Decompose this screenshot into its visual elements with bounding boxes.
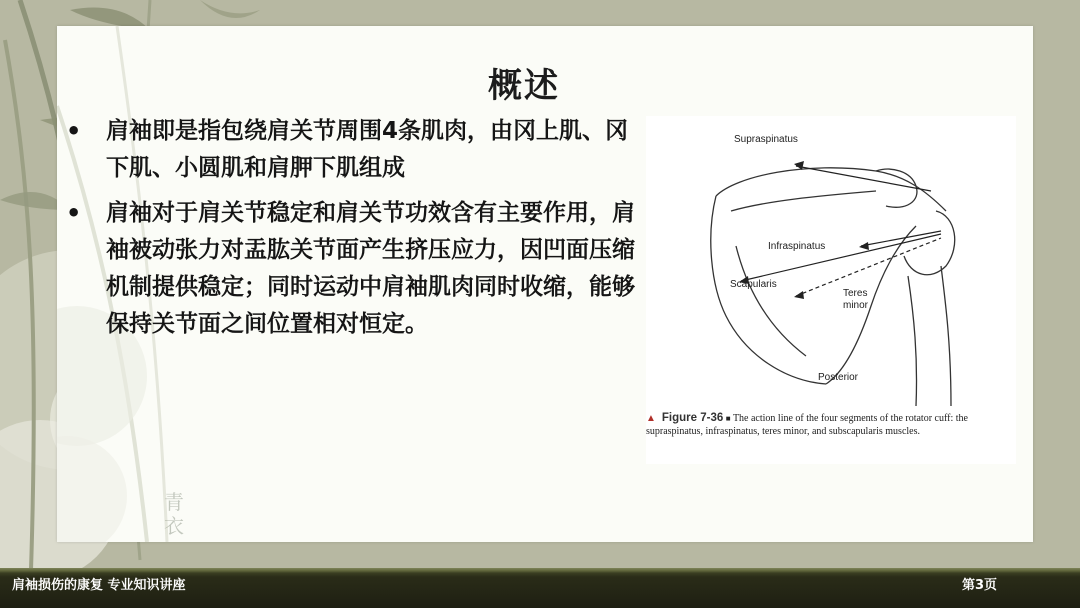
slide-title: 概述	[488, 66, 560, 106]
figure-caption	[646, 412, 1014, 438]
square-marker-icon: ■	[725, 414, 731, 423]
bullet-text: 肩袖对于肩关节稳定和肩关节功效含有主要作用，肩袖被动张力对盂肱关节面产生挤压应力，因凹面压缩机制提供稳定；同时运动中肩袖肌肉同时收缩，能够保持关节面之间位置相对恒定。	[106, 200, 635, 337]
page-number: 第3页	[962, 578, 998, 593]
label-scapularis: Scapularis	[730, 279, 777, 290]
caption-text: The action line of the four segments of the rotator cuff: the supraspinatus, infraspinatus, teres minor, and subscapularis muscles.	[646, 413, 968, 437]
bullet-dot-icon: •	[66, 199, 82, 227]
triangle-marker-icon: ▲	[646, 413, 656, 424]
bullet-text: 肩袖即是指包绕肩关节周围4条肌肉，由冈上肌、冈下肌、小圆肌和肩胛下肌组成	[106, 118, 629, 181]
footer-title: 肩袖损伤的康复 专业知识讲座	[12, 578, 186, 593]
shoulder-anatomy-drawing	[646, 116, 1016, 416]
bullet-item	[66, 195, 641, 343]
bullet-item	[66, 113, 641, 187]
label-supraspinatus: Supraspinatus	[734, 134, 798, 145]
label-teres: Teres	[843, 288, 868, 299]
label-infraspinatus: Infraspinatus	[768, 241, 826, 252]
bullet-list	[66, 113, 641, 351]
label-posterior: Posterior	[818, 372, 859, 383]
label-minor: minor	[843, 300, 869, 311]
watermark-text: 青衣	[164, 490, 184, 538]
figure-number: Figure 7-36	[661, 412, 724, 424]
bullet-dot-icon: •	[66, 117, 82, 145]
